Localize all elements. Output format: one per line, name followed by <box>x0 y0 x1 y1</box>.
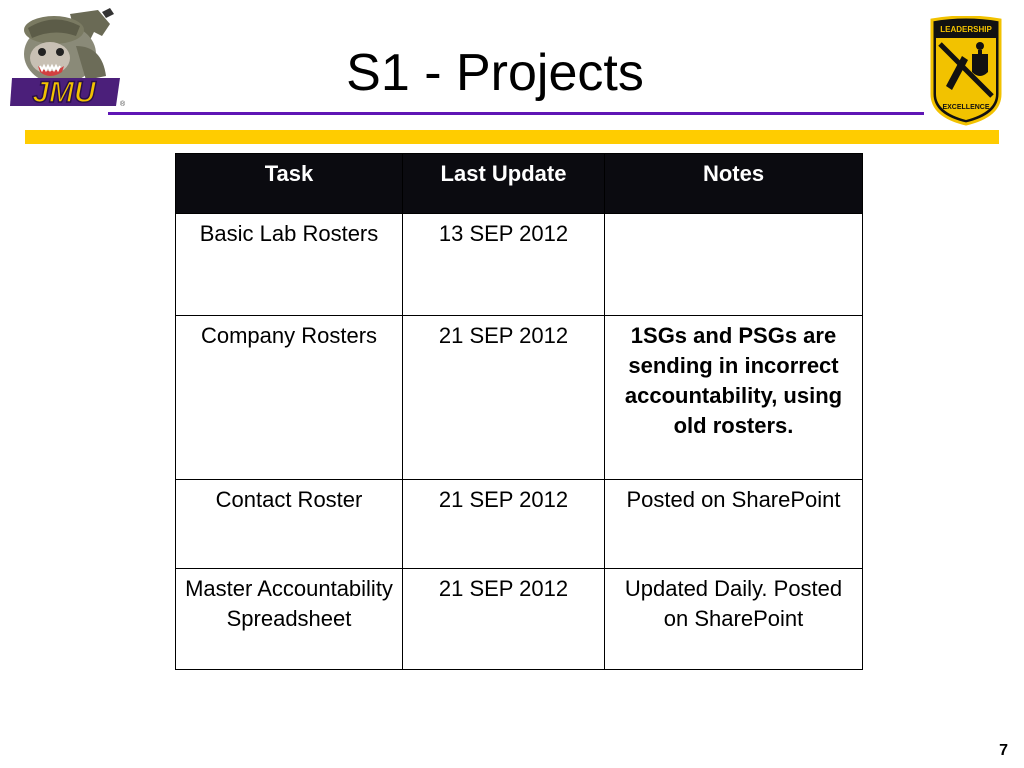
cell-task: Company Rosters <box>176 316 403 480</box>
cell-notes: 1SGs and PSGs are sending in incorrect accountability, using old rosters. <box>605 316 863 480</box>
table-row <box>176 480 863 569</box>
cell-last-update: 21 SEP 2012 <box>403 480 605 569</box>
table-header-row <box>176 154 863 214</box>
cell-notes <box>605 214 863 316</box>
cell-task: Basic Lab Rosters <box>176 214 403 316</box>
svg-text:®: ® <box>120 101 126 108</box>
cell-task: Contact Roster <box>176 480 403 569</box>
gold-banner-bar <box>25 130 999 144</box>
slide-title: S1 - Projects <box>346 44 644 102</box>
cell-last-update: 21 SEP 2012 <box>403 316 605 480</box>
cell-notes: Posted on SharePoint <box>605 480 863 569</box>
cell-last-update: 21 SEP 2012 <box>403 569 605 670</box>
header-task: Task <box>176 154 403 214</box>
cell-notes: Updated Daily. Posted on SharePoint <box>605 569 863 670</box>
page-number: 7 <box>999 742 1008 759</box>
header-last-update: Last Update <box>403 154 605 214</box>
table-row <box>176 569 863 670</box>
table-row <box>176 214 863 316</box>
cell-last-update: 13 SEP 2012 <box>403 214 605 316</box>
svg-text:LEADERSHIP: LEADERSHIP <box>940 25 992 34</box>
projects-table <box>175 153 863 670</box>
cell-task: Master Accountability Spreadsheet <box>176 569 403 670</box>
title-underline <box>108 112 924 115</box>
svg-text:JMU: JMU <box>32 76 96 108</box>
svg-text:EXCELLENCE: EXCELLENCE <box>942 104 990 111</box>
table-row <box>176 316 863 480</box>
header-notes: Notes <box>605 154 863 214</box>
